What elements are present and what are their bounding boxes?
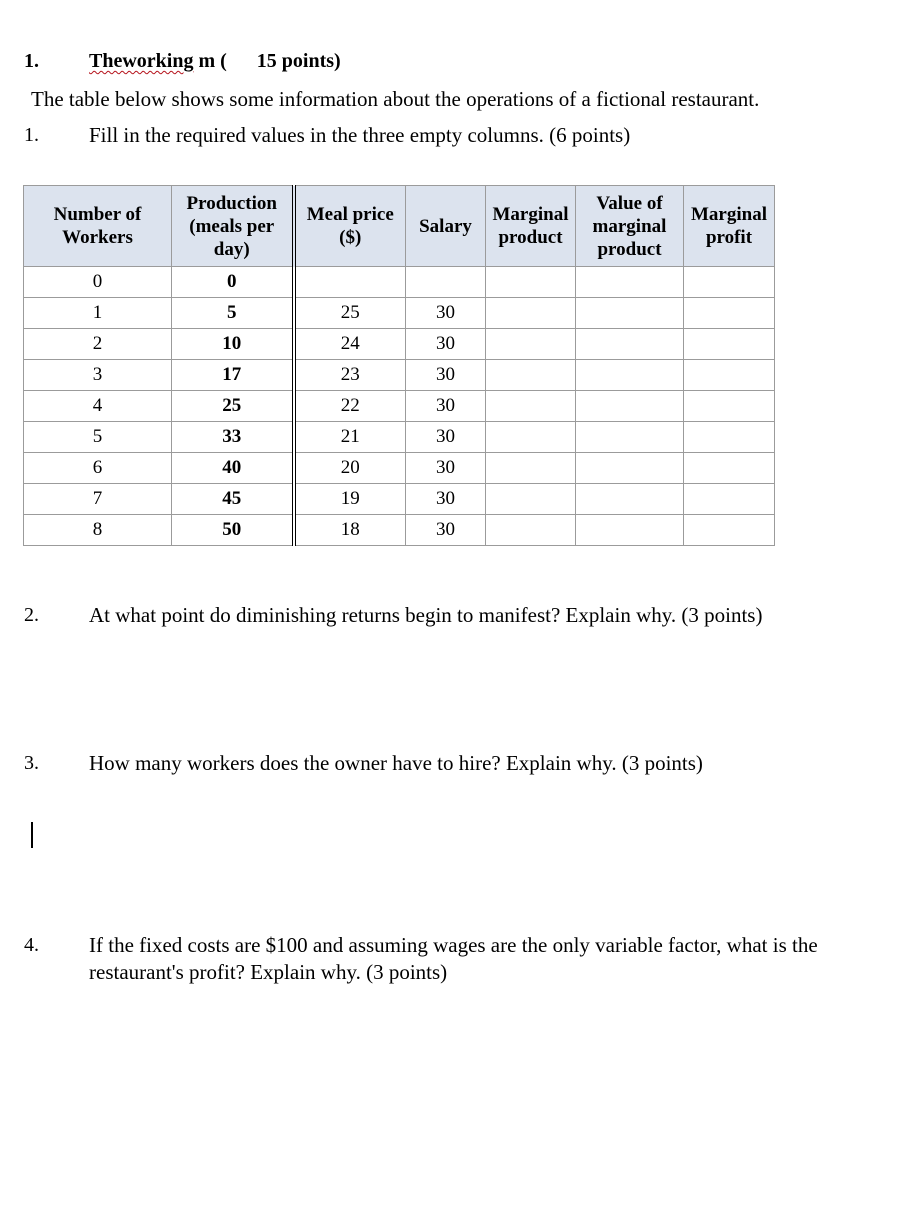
header-production: Production (meals per day): [172, 186, 294, 267]
table-row: [24, 422, 775, 453]
subpart-number: 1.: [24, 124, 39, 146]
cell-meal-price: 20: [294, 453, 406, 484]
cell-workers: 3: [24, 360, 172, 391]
table-header-row: [24, 186, 775, 267]
cell-marginal-product[interactable]: [486, 360, 576, 391]
cell-meal-price: 19: [294, 484, 406, 515]
cell-workers: 7: [24, 484, 172, 515]
cell-marginal-profit[interactable]: [684, 391, 775, 422]
cell-meal-price: 23: [294, 360, 406, 391]
cell-production: 25: [172, 391, 294, 422]
cell-production: 40: [172, 453, 294, 484]
cell-value-marginal-product[interactable]: [576, 267, 684, 298]
header-salary: Salary: [406, 186, 486, 267]
table-row: [24, 267, 775, 298]
table-row: [24, 298, 775, 329]
cell-meal-price: 18: [294, 515, 406, 546]
cell-marginal-product[interactable]: [486, 515, 576, 546]
cell-meal-price: [294, 267, 406, 298]
cell-salary: 30: [406, 422, 486, 453]
table-row: [24, 391, 775, 422]
misspelled-word[interactable]: Theworking: [89, 50, 194, 72]
cell-salary: 30: [406, 360, 486, 391]
table-row: [24, 453, 775, 484]
question-1-title: [89, 50, 341, 73]
question-3-text: How many workers does the owner have to hire? Explain why. (3 points): [89, 751, 703, 775]
subpart-text: Fill in the required values in the three empty columns. (6 points): [89, 123, 631, 147]
question-1-points: 15 points): [256, 50, 341, 72]
cell-marginal-product[interactable]: [486, 329, 576, 360]
question-4-text: If the fixed costs are $100 and assuming wages are the only variable factor, what is the restaurant's profit? Explain why. (3 points): [89, 933, 818, 984]
cell-workers: 2: [24, 329, 172, 360]
cell-salary: 30: [406, 329, 486, 360]
table-row: [24, 484, 775, 515]
cell-value-marginal-product[interactable]: [576, 329, 684, 360]
cell-meal-price: 24: [294, 329, 406, 360]
cell-marginal-profit[interactable]: [684, 515, 775, 546]
cell-workers: 0: [24, 267, 172, 298]
title-rest: m (: [193, 50, 227, 72]
cell-value-marginal-product[interactable]: [576, 453, 684, 484]
cell-marginal-profit[interactable]: [684, 298, 775, 329]
question-2-number: 2.: [24, 604, 39, 626]
cell-salary: 30: [406, 484, 486, 515]
cell-workers: 5: [24, 422, 172, 453]
cell-workers: 4: [24, 391, 172, 422]
cell-salary: 30: [406, 453, 486, 484]
cell-workers: 6: [24, 453, 172, 484]
cell-marginal-product[interactable]: [486, 298, 576, 329]
cell-marginal-profit[interactable]: [684, 267, 775, 298]
cell-value-marginal-product[interactable]: [576, 391, 684, 422]
cell-production: 17: [172, 360, 294, 391]
cell-meal-price: 21: [294, 422, 406, 453]
cell-production: 33: [172, 422, 294, 453]
question-1-number: 1.: [24, 50, 39, 72]
cell-production: 45: [172, 484, 294, 515]
question-4-number: 4.: [24, 934, 39, 956]
cell-marginal-product[interactable]: [486, 267, 576, 298]
question-3-number: 3.: [24, 752, 39, 774]
cell-value-marginal-product[interactable]: [576, 360, 684, 391]
cell-production: 5: [172, 298, 294, 329]
cell-workers: 1: [24, 298, 172, 329]
cell-marginal-profit[interactable]: [684, 360, 775, 391]
cell-value-marginal-product[interactable]: [576, 422, 684, 453]
text-cursor[interactable]: [31, 822, 33, 848]
table-row: [24, 360, 775, 391]
cell-marginal-product[interactable]: [486, 422, 576, 453]
cell-production: 50: [172, 515, 294, 546]
header-number-of-workers: Number of Workers: [24, 186, 172, 267]
table-row: [24, 515, 775, 546]
header-marginal-product: Marginal product: [486, 186, 576, 267]
cell-marginal-profit[interactable]: [684, 422, 775, 453]
cell-marginal-product[interactable]: [486, 484, 576, 515]
table-row: [24, 329, 775, 360]
cell-salary: 30: [406, 298, 486, 329]
header-value-of-marginal-product: Value of marginal product: [576, 186, 684, 267]
cell-marginal-product[interactable]: [486, 453, 576, 484]
intro-paragraph: The table below shows some information about the operations of a fictional restaurant.: [31, 87, 760, 111]
header-meal-price: Meal price ($): [294, 186, 406, 267]
cell-value-marginal-product[interactable]: [576, 515, 684, 546]
cell-value-marginal-product[interactable]: [576, 484, 684, 515]
cell-meal-price: 25: [294, 298, 406, 329]
cell-salary: 30: [406, 515, 486, 546]
cell-production: 10: [172, 329, 294, 360]
header-marginal-profit: Marginal profit: [684, 186, 775, 267]
cell-value-marginal-product[interactable]: [576, 298, 684, 329]
cell-workers: 8: [24, 515, 172, 546]
cell-marginal-product[interactable]: [486, 391, 576, 422]
cell-meal-price: 22: [294, 391, 406, 422]
cell-marginal-profit[interactable]: [684, 484, 775, 515]
question-2-text: At what point do diminishing returns begin to manifest? Explain why. (3 points): [89, 603, 763, 627]
cell-marginal-profit[interactable]: [684, 453, 775, 484]
cell-salary: [406, 267, 486, 298]
cell-production: 0: [172, 267, 294, 298]
restaurant-table: [23, 185, 775, 546]
cell-marginal-profit[interactable]: [684, 329, 775, 360]
cell-salary: 30: [406, 391, 486, 422]
